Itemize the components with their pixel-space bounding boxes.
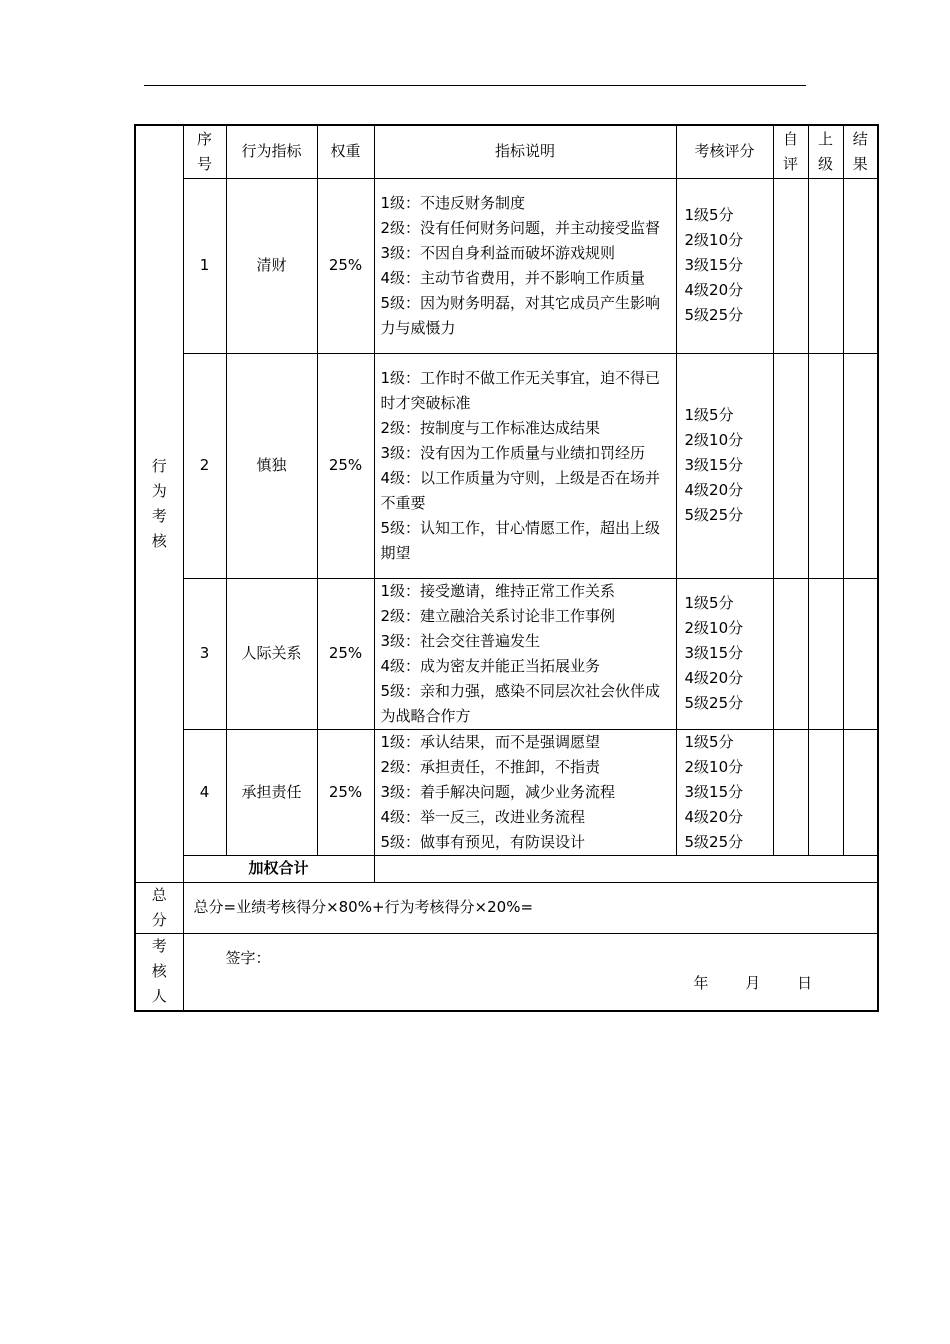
desc-level-1: 1级：工作时不做工作无关事宜，迫不得已时才突破标准 <box>380 368 661 412</box>
score-level-3: 3级15分 <box>684 256 744 274</box>
vertical-char: 考 <box>151 937 167 955</box>
header-description: 指标说明 <box>374 125 676 178</box>
vertical-char: 总 <box>151 885 167 904</box>
desc-level-3: 3级：社会交往普遍发生 <box>380 631 541 650</box>
weighted-total-row <box>135 855 878 882</box>
superior-input[interactable] <box>808 578 843 729</box>
row-scores <box>676 353 773 578</box>
score-level-3: 3级15分 <box>684 456 744 474</box>
row-description <box>374 178 676 353</box>
self-eval-input[interactable] <box>773 578 808 729</box>
vertical-char: 序 <box>196 129 212 148</box>
vertical-char: 自 <box>782 129 798 148</box>
table-row <box>135 178 878 353</box>
row-indicator: 人际关系 <box>226 578 317 729</box>
date-year: 年 <box>693 973 709 992</box>
row-weight: 25% <box>317 353 374 578</box>
desc-level-5: 5级：认知工作，甘心情愿工作，超出上级期望 <box>380 518 661 562</box>
score-level-4: 4级20分 <box>684 669 744 687</box>
header-weight: 权重 <box>317 125 374 178</box>
header-row <box>135 125 878 178</box>
total-row <box>135 882 878 933</box>
result-input[interactable] <box>843 729 878 855</box>
desc-level-4: 4级：举一反三，改进业务流程 <box>380 807 586 826</box>
score-level-4: 4级20分 <box>684 481 744 499</box>
score-level-1: 1级5分 <box>684 206 734 224</box>
desc-level-2: 2级：按制度与工作标准达成结果 <box>380 418 601 437</box>
section-label <box>136 454 183 554</box>
desc-level-1: 1级：承认结果，而不是强调愿望 <box>380 732 601 751</box>
row-description <box>374 729 676 855</box>
score-level-5: 5级25分 <box>684 832 744 851</box>
reviewer-sign-area[interactable] <box>183 933 878 1011</box>
score-level-1: 1级5分 <box>684 594 734 612</box>
score-level-4: 4级20分 <box>684 807 744 826</box>
score-level-5: 5级25分 <box>684 306 744 324</box>
desc-level-1: 1级：接受邀请，维持正常工作关系 <box>380 581 616 600</box>
vertical-char: 考 <box>151 506 167 525</box>
total-formula: 总分=业绩考核得分×80%+行为考核得分×20%= <box>183 882 878 933</box>
header-superior <box>808 125 843 178</box>
vertical-char: 为 <box>151 481 167 500</box>
superior-input[interactable] <box>808 353 843 578</box>
vertical-char: 号 <box>196 154 212 173</box>
header-scoring: 考核评分 <box>676 125 773 178</box>
score-level-5: 5级25分 <box>684 694 744 712</box>
row-index: 3 <box>183 578 226 729</box>
result-input[interactable] <box>843 353 878 578</box>
vertical-char: 人 <box>151 987 167 1005</box>
result-input[interactable] <box>843 578 878 729</box>
self-eval-input[interactable] <box>773 353 808 578</box>
self-eval-input[interactable] <box>773 178 808 353</box>
vertical-char: 上 <box>817 129 833 148</box>
score-level-1: 1级5分 <box>684 406 734 424</box>
score-level-5: 5级25分 <box>684 506 744 524</box>
table-row <box>135 729 878 855</box>
row-scores <box>676 178 773 353</box>
date-day: 日 <box>797 973 813 992</box>
desc-level-4: 4级：以工作质量为守则，上级是否在场并不重要 <box>380 468 661 512</box>
score-level-1: 1级5分 <box>684 732 734 751</box>
score-level-2: 2级10分 <box>684 757 744 776</box>
desc-level-4: 4级：成为密友并能正当拓展业务 <box>380 656 601 675</box>
desc-level-1: 1级：不违反财务制度 <box>380 193 526 212</box>
desc-level-5: 5级：因为财务明磊，对其它成员产生影响力与威慑力 <box>380 293 661 337</box>
row-scores <box>676 729 773 855</box>
desc-level-4: 4级：主动节省费用，并不影响工作质量 <box>380 268 646 287</box>
row-weight: 25% <box>317 578 374 729</box>
row-indicator: 承担责任 <box>226 729 317 855</box>
desc-level-3: 3级：不因自身利益而破坏游戏规则 <box>380 243 616 262</box>
row-indicator: 慎独 <box>226 353 317 578</box>
date-line <box>694 971 845 996</box>
desc-level-3: 3级：着手解决问题，减少业务流程 <box>380 782 616 801</box>
vertical-char: 核 <box>151 962 167 980</box>
superior-input[interactable] <box>808 729 843 855</box>
result-input[interactable] <box>843 178 878 353</box>
reviewer-label <box>135 933 183 1011</box>
total-label <box>135 882 183 933</box>
desc-level-2: 2级：没有任何财务问题，并主动接受监督 <box>380 218 661 237</box>
score-level-3: 3级15分 <box>684 644 744 662</box>
header-self-eval <box>773 125 808 178</box>
vertical-char: 评 <box>782 154 798 173</box>
vertical-char: 行 <box>151 456 167 475</box>
row-indicator: 清财 <box>226 178 317 353</box>
weighted-total-label: 加权合计 <box>183 855 374 882</box>
score-level-2: 2级10分 <box>684 231 744 249</box>
header-indicator: 行为指标 <box>226 125 317 178</box>
row-index: 1 <box>183 178 226 353</box>
desc-level-5: 5级：做事有预见，有防误设计 <box>380 832 586 851</box>
row-weight: 25% <box>317 178 374 353</box>
desc-level-2: 2级：建立融洽关系讨论非工作事例 <box>380 606 616 625</box>
table-row <box>135 578 878 729</box>
sign-label: 签字： <box>225 948 271 967</box>
weighted-total-value[interactable] <box>374 855 878 882</box>
date-month: 月 <box>745 973 761 992</box>
score-level-2: 2级10分 <box>684 431 744 449</box>
vertical-char: 结 <box>852 129 868 148</box>
row-description <box>374 353 676 578</box>
row-scores <box>676 578 773 729</box>
row-index: 4 <box>183 729 226 855</box>
vertical-char: 果 <box>852 154 868 173</box>
vertical-char: 核 <box>151 531 167 550</box>
header-index <box>183 125 226 178</box>
header-rule <box>144 85 806 86</box>
vertical-char: 分 <box>151 910 167 929</box>
reviewer-row <box>135 933 878 1011</box>
row-weight: 25% <box>317 729 374 855</box>
header-result <box>843 125 878 178</box>
behavior-evaluation-table <box>134 124 879 1012</box>
desc-level-3: 3级：没有因为工作质量与业绩扣罚经历 <box>380 443 646 462</box>
desc-level-5: 5级：亲和力强，感染不同层次社会伙伴成为战略合作方 <box>380 681 661 725</box>
vertical-char: 级 <box>817 154 833 173</box>
section-label-cell <box>135 125 183 882</box>
score-level-2: 2级10分 <box>684 619 744 637</box>
table-row <box>135 353 878 578</box>
self-eval-input[interactable] <box>773 729 808 855</box>
score-level-4: 4级20分 <box>684 281 744 299</box>
superior-input[interactable] <box>808 178 843 353</box>
desc-level-2: 2级：承担责任，不推卸，不指责 <box>380 757 601 776</box>
row-description <box>374 578 676 729</box>
score-level-3: 3级15分 <box>684 782 744 801</box>
row-index: 2 <box>183 353 226 578</box>
